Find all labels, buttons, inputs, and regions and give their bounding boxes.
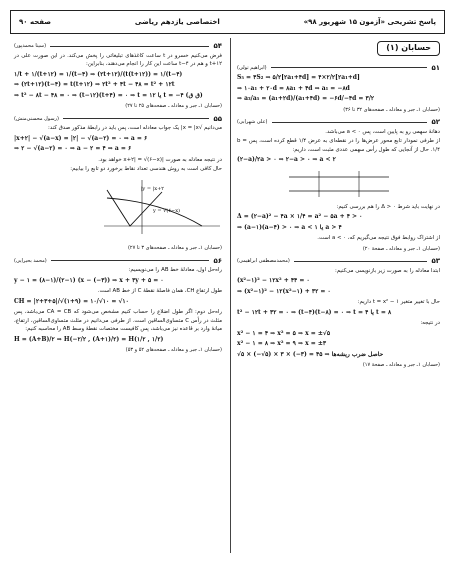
math-line: x² − ۱ = ۴ ⇒ x² = ۵ ⇒ x = ±√۵: [237, 329, 331, 337]
paragraph: از اشتراک روابط فوق نتیجه می‌گیریم که، a < ۰ است.: [317, 235, 440, 241]
paragraph: طول ارتفاع CH، همان فاصلهٔ نقطهٔ C از خط AB است.: [97, 288, 222, 294]
divider: [50, 46, 209, 47]
source-note: (حسابان ۱ـ جبر و معادله ـ صفحه‌های ۳۲ تا ۳۶): [343, 106, 440, 113]
math-expression: √۵ × (−√۵) × ۳ × (−۳) = ۴۵: [237, 350, 323, 358]
divider: [63, 118, 210, 119]
question-53: [237, 257, 440, 370]
question-number: ۵۶: [213, 256, 222, 265]
question-55: [14, 115, 222, 253]
paragraph: می‌دانیم √x = |x| یک جواب معادله است، پس باید در رابطهٔ مذکور صدق کند:: [48, 125, 222, 131]
header-page-number: صفحه ۹۰: [19, 18, 52, 26]
question-56: [14, 257, 222, 355]
left-column: [10, 38, 228, 553]
source-note: (حسابان ۱ـ جبر و معادله ـ صفحهٔ ۲۰): [362, 245, 440, 252]
paragraph: از طرفی نمودار تابع محور عرض‌ها را در نقطه‌ای به عرض ۱/۴ قطع کرده است، پس b = ۱/۴. حال از آنجایی که طول رأس سهمی عددی مثبت است، داریم:: [237, 138, 441, 153]
math-line: S₅ = ۴S₂ ⇒ ۵/۲[۲a₁+۴d] = ۴×۲/۲[۲a₁+d]: [237, 74, 360, 81]
question-number: ۵۳: [431, 257, 440, 265]
answer-sheet-page: [10, 10, 445, 558]
divider: [294, 261, 428, 262]
paragraph: حال با تغییر متغیر t = x² − ۱ داریم:: [357, 299, 440, 305]
question-author: (محمدمصطفی ابراهیمی): [237, 258, 290, 264]
math-line: (x²−۱)² − ۱۲x² + ۴۴ = ۰: [237, 277, 310, 284]
question-author: (سینا محمدپور): [14, 43, 47, 49]
question-52: [237, 118, 440, 253]
math-line: x² − ۱ = ۸ ⇒ x² = ۹ ⇒ x = ±۳: [237, 340, 327, 347]
section-title: حسابان (۱): [377, 41, 440, 56]
header-subject: اختصاصی یازدهم ریاضی: [134, 18, 220, 26]
math-line: t² − ۱۲t + ۳۲ = ۰ ⇒ (t−۴)(t−۸) = ۰ ⇒ t = ۴ یا t = ۸: [237, 308, 392, 316]
question-number: ۵۴: [213, 42, 222, 50]
question-54: [14, 42, 222, 111]
math-line: ⇒ t² − ۸t − ۴۸ = ۰ ⇒ (t−۱۲)(t+۴) = ۰ ⇒ t = ۱۲ یا t = −۴ (ق ق): [14, 91, 203, 99]
math-line: y − ۱ = (۸−۱)/(۲−۱) (x − (−۳)) ⇒ x + ۳y + ۵ = ۰: [14, 276, 164, 284]
math-caption: ⇒ حاصل ضرب ریشه‌ها: [324, 350, 384, 358]
paragraph: در نهایت باید شرط Δ > ۰ را هم بررسی کنیم:: [336, 203, 440, 210]
sign-diagram: [284, 167, 394, 201]
graph-label-abs: y = |x+۲|: [140, 185, 164, 192]
source-note: (حسابان ۱ـ جبر و معادله ـ صفحهٔ ۱۷): [362, 362, 440, 368]
right-column: [230, 38, 445, 553]
math-line: (۲−a)/۲a > ۰ ⇒ ۲−a > ۰ ⇒ a < ۲: [237, 156, 336, 163]
source-note: (حسابان ۱ـ جبر و معادله ـ صفحه‌های ۳ تا ۲۷): [127, 245, 222, 251]
question-author: (ابراهیم تولی): [237, 64, 267, 71]
question-number: ۵۱: [431, 63, 440, 72]
paragraph: حال کافی است به روش هندسی تعداد نقاط برخورد دو تابع را بیابیم:: [70, 166, 222, 172]
divider: [272, 122, 428, 123]
paragraph: در نتیجه:: [420, 320, 440, 326]
math-line: ۱/t + ۱/(t+۱۲) = ۱/(t−۴) ⇒ (۲t+۱۲)/(t(t+۱۲)) = ۱/(t−۴): [14, 70, 183, 78]
question-number: ۵۵: [213, 114, 222, 123]
paragraph: راه‌حل دوم: اگر طول اضلاع را حساب کنیم مشخص می‌شود که CA = CB می‌باشد، پس مثلث در رأس C متساوی‌الساقین است. از طرفی می‌دانیم در مثلث متساوی‌الساقین، ارتفاع، میانهٔ وارد بر قاعده نیز می‌باشد، پس کافیست مختصات نقطهٔ وسط AB را محاسبه کنیم:: [14, 309, 222, 332]
paragraph: راه‌حل اول، معادلهٔ خط AB را می‌نویسیم:: [128, 267, 222, 273]
question-number: ۵۲: [431, 118, 440, 126]
math-line: ⇒ (۲t+۱۲)(t−۴) = t(t+۱۲) ⇒ ۲t² + ۴t − ۴۸ = t² + ۱۲t: [14, 81, 175, 88]
math-line: [237, 351, 440, 360]
math-line: Δ = (۲−a)² − ۴a × ۱/۴ = a² − ۵a + ۴ > ۰: [237, 213, 363, 220]
source-note: (حسابان ۱ـ جبر و معادله ـ صفحه‌های ۲۵ تا ۲۷): [125, 103, 222, 109]
math-line: ⇒ a₃/a₅ = (a₁+۲d)/(a₁+۴d) = −۶d/−۴d = ۳/۲: [237, 95, 375, 102]
header-exam-title: پاسخ تشریحی «آزمون ۱۵ شهریور ۹۸»: [303, 18, 436, 26]
paragraph: ابتدا معادله را به صورت زیر بازنویسی می‌کنیم:: [334, 267, 440, 274]
math-line: CH = |۲+۳+۵|/√(۱+۹) = ۱۰/√۱۰ = √۱۰: [14, 297, 129, 305]
divider: [51, 260, 210, 261]
page-header: [10, 10, 445, 34]
source-note: (حسابان ۱ـ جبر و معادله ـ صفحه‌های ۵۲ و ۵۳): [125, 347, 222, 353]
paragraph: فرض می‌کنیم خسرو در t ساعت کاغذهای تبلیغاتی را پخش می‌کند. در این صورت علی در t+۱۲ و هم در t−۴ ساعت این کار را انجام می‌دهند، بنابراین:: [14, 52, 222, 67]
question-author: (رسول محسنی‌منش): [14, 115, 59, 122]
paragraph: دهانهٔ سهمی رو به پایین است، پس a < ۰ می‌باشد.: [325, 128, 440, 135]
math-line: H = (A+B)/۲ ⇒ H(−۲/۲ , (A+۱)/۲) = H(۱/۲ , ۱/۲): [14, 335, 164, 343]
question-51: [237, 64, 440, 115]
graph-label-sqrt: y = √(۶−x): [153, 207, 180, 214]
question-author: (محمد بحیرایی): [14, 257, 47, 264]
divider: [271, 67, 428, 68]
math-line: |x+۲| − √(a−x) = |۲| − √(a−۲) = ۰ ⇒ a = ۶: [14, 134, 148, 142]
math-line: ⇒ (a−۱)(a−۴) > ۰ ⇒ a < ۱ یا a > ۴: [237, 223, 342, 231]
paragraph: در نتیجه معادله به صورت |x+۲| = √(۶−x) خواهد بود.: [98, 156, 222, 163]
math-line: ⇒ ۱۰a₁ + ۲۰d = ۸a₁ + ۴d ⇒ a₁ = −۸d: [237, 84, 350, 92]
question-author: (علی شهرابی): [237, 119, 268, 125]
function-graph: [102, 178, 222, 236]
math-line: ⇒ (x²−۱)² − ۱۲(x²−۱) + ۳۲ = ۰: [237, 287, 331, 295]
math-line: ⇒ ۲ − √(a−۲) = ۰ ⇒ a − ۲ = ۴ ⇒ a = ۶: [14, 145, 132, 152]
